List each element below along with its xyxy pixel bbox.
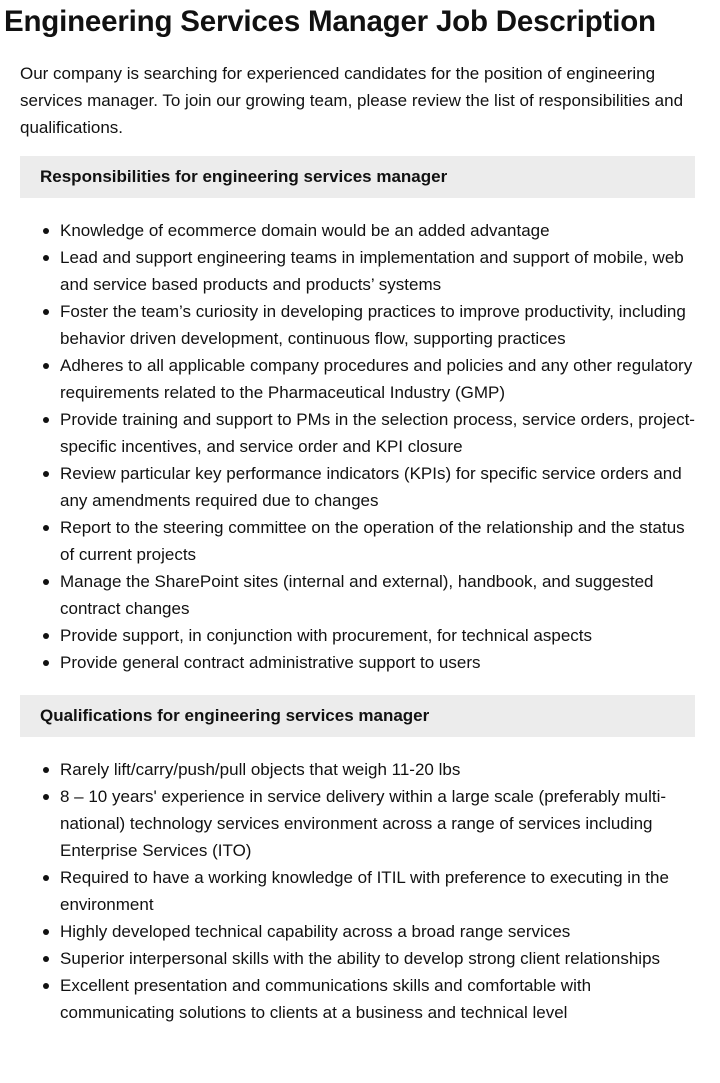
qualifications-heading: Qualifications for engineering services manager (20, 695, 695, 737)
list-item: Excellent presentation and communications skills and comfortable with communicating solutions to clients at a business and technical level (60, 972, 700, 1026)
list-item: 8 – 10 years' experience in service delivery within a large scale (preferably multi-national) technology services environment across a range of services including Enterprise Services (ITO) (60, 783, 700, 864)
list-item: Provide support, in conjunction with procurement, for technical aspects (60, 622, 700, 649)
list-item: Foster the team’s curiosity in developing practices to improve productivity, including behavior driven development, continuous flow, supporting practices (60, 298, 700, 352)
intro-paragraph: Our company is searching for experienced candidates for the position of engineering services manager. To join our growing team, please review the list of responsibilities and qualifications. (20, 64, 684, 137)
list-item: Provide general contract administrative support to users (60, 649, 700, 676)
list-item: Knowledge of ecommerce domain would be an added advantage (60, 217, 700, 244)
list-item: Adheres to all applicable company procedures and policies and any other regulatory requirements related to the Pharmaceutical Industry (GMP) (60, 352, 700, 406)
list-item: Lead and support engineering teams in implementation and support of mobile, web and service based products and products’ systems (60, 244, 700, 298)
page-title: Engineering Services Manager Job Description (4, 5, 656, 38)
responsibilities-list (20, 217, 700, 676)
list-item: Provide training and support to PMs in the selection process, service orders, project-specific incentives, and service order and KPI closure (60, 406, 700, 460)
list-item: Manage the SharePoint sites (internal and external), handbook, and suggested contract changes (60, 568, 700, 622)
qualifications-list (20, 756, 700, 1026)
list-item: Required to have a working knowledge of ITIL with preference to executing in the environment (60, 864, 700, 918)
list-item: Highly developed technical capability across a broad range services (60, 918, 700, 945)
list-item: Report to the steering committee on the operation of the relationship and the status of current projects (60, 514, 700, 568)
list-item: Superior interpersonal skills with the ability to develop strong client relationships (60, 945, 700, 972)
list-item: Review particular key performance indicators (KPIs) for specific service orders and any amendments required due to changes (60, 460, 700, 514)
responsibilities-heading: Responsibilities for engineering services manager (20, 156, 695, 198)
list-item: Rarely lift/carry/push/pull objects that weigh 11-20 lbs (60, 756, 700, 783)
